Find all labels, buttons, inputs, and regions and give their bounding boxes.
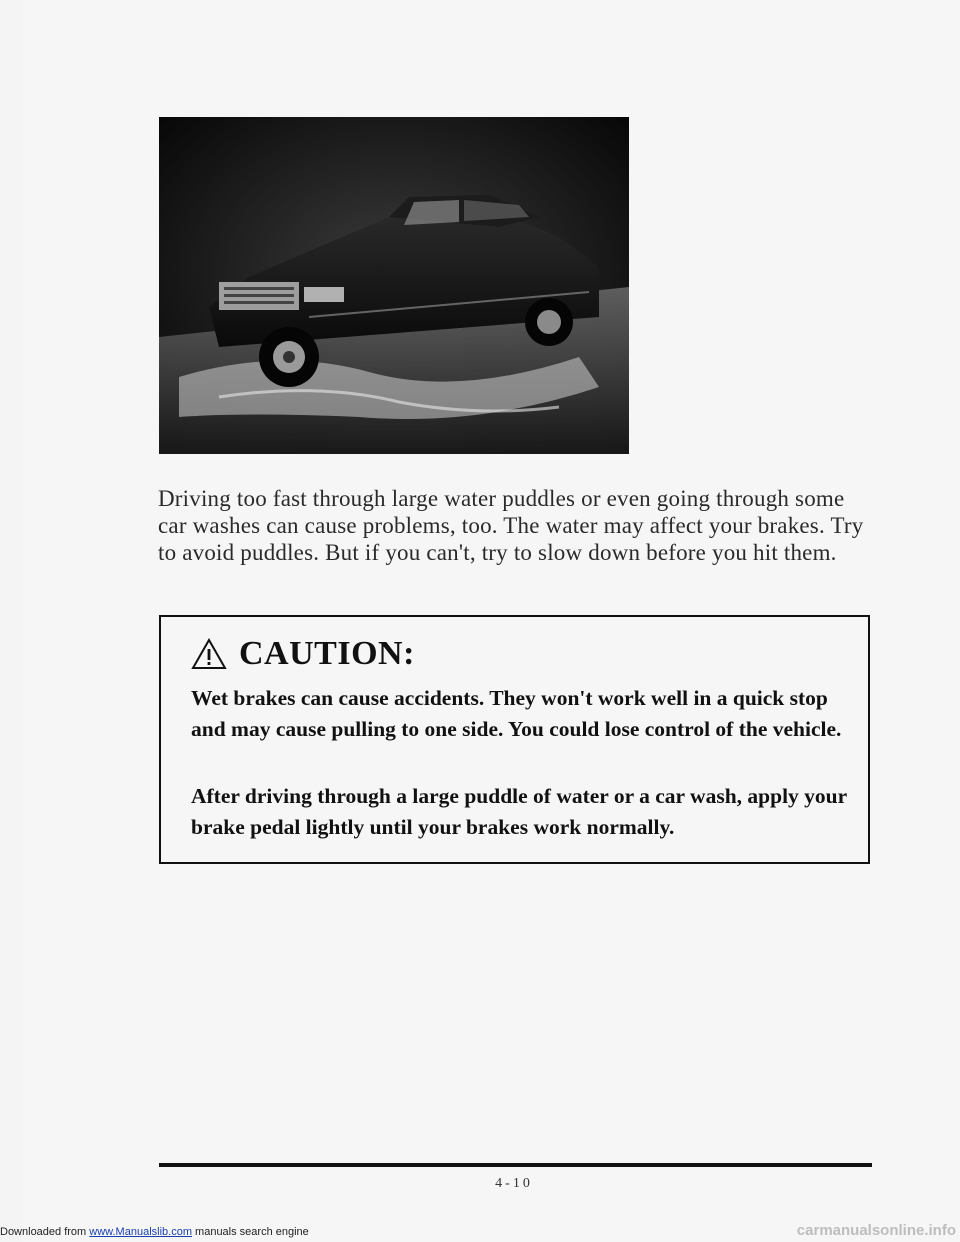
manualslib-link[interactable]: www.Manualslib.com	[89, 1226, 192, 1238]
caution-header	[191, 635, 415, 673]
download-banner	[0, 1226, 309, 1238]
car-illustration	[159, 117, 629, 454]
car-photo	[159, 117, 629, 454]
body-paragraph: Driving too fast through large water puddles or even going through some car washes can cause problems, too. The water may affect your brakes. Try to avoid puddles. But if you can't, try to slow down before you hit them.	[158, 486, 864, 565]
page-number: 4-10	[495, 1176, 533, 1191]
caution-title: CAUTION:	[239, 635, 415, 672]
download-prefix: Downloaded from	[0, 1226, 90, 1238]
caution-box	[159, 615, 870, 864]
download-suffix: manuals search engine	[191, 1226, 309, 1238]
watermark: carmanualsonline.info	[796, 1222, 956, 1239]
manual-page	[22, 0, 960, 1242]
warning-triangle-icon	[191, 638, 227, 670]
caution-paragraph-2: After driving through a large puddle of water or a car wash, apply your brake pedal lightly until your brakes work normally.	[191, 784, 847, 839]
footer-rule	[159, 1163, 872, 1167]
caution-paragraph-1: Wet brakes can cause accidents. They won't work well in a quick stop and may cause pulling to one side. You could lose control of the vehicle.	[191, 686, 842, 741]
